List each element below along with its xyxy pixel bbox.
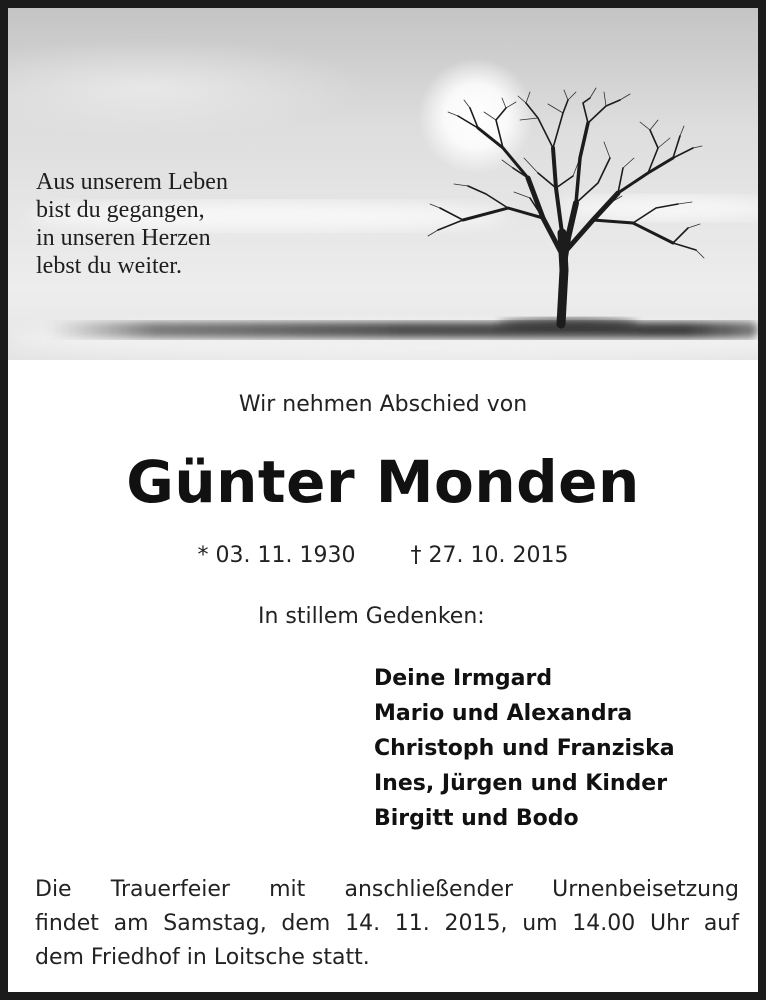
intro-text: Wir nehmen Abschied von <box>238 392 528 417</box>
deceased-name: Günter Monden <box>126 448 640 516</box>
service-line: Die Trauerfeier mit anschließender Urnenbeisetzung <box>35 877 739 902</box>
service-line: dem Friedhof in Loitsche statt. <box>35 945 370 970</box>
quote-line: Aus unserem Leben <box>36 169 228 195</box>
mourners-list <box>374 661 675 836</box>
quote-line: in unseren Herzen <box>36 225 211 251</box>
mourner-name: Deine Irmgard <box>374 666 553 691</box>
mourner-name: Christoph und Franziska <box>374 736 675 761</box>
service-line: findet am Samstag, dem 14. 11. 2015, um 14.00 Uhr auf <box>35 911 739 936</box>
mourner-name: Mario und Alexandra <box>374 701 633 726</box>
mourner-name: Birgitt und Bodo <box>374 806 579 831</box>
memory-heading: In stillem Gedenken: <box>258 604 485 629</box>
memorial-quote <box>36 168 228 280</box>
header-image <box>8 8 758 360</box>
mourner-name: Ines, Jürgen und Kinder <box>374 771 668 796</box>
birth-date: * 03. 11. 1930 <box>197 543 356 568</box>
quote-line: lebst du weiter. <box>36 253 182 279</box>
funeral-service-info <box>35 873 739 975</box>
quote-line: bist du gegangen, <box>36 197 205 223</box>
life-dates <box>8 543 758 568</box>
death-date: † 27. 10. 2015 <box>410 543 569 568</box>
